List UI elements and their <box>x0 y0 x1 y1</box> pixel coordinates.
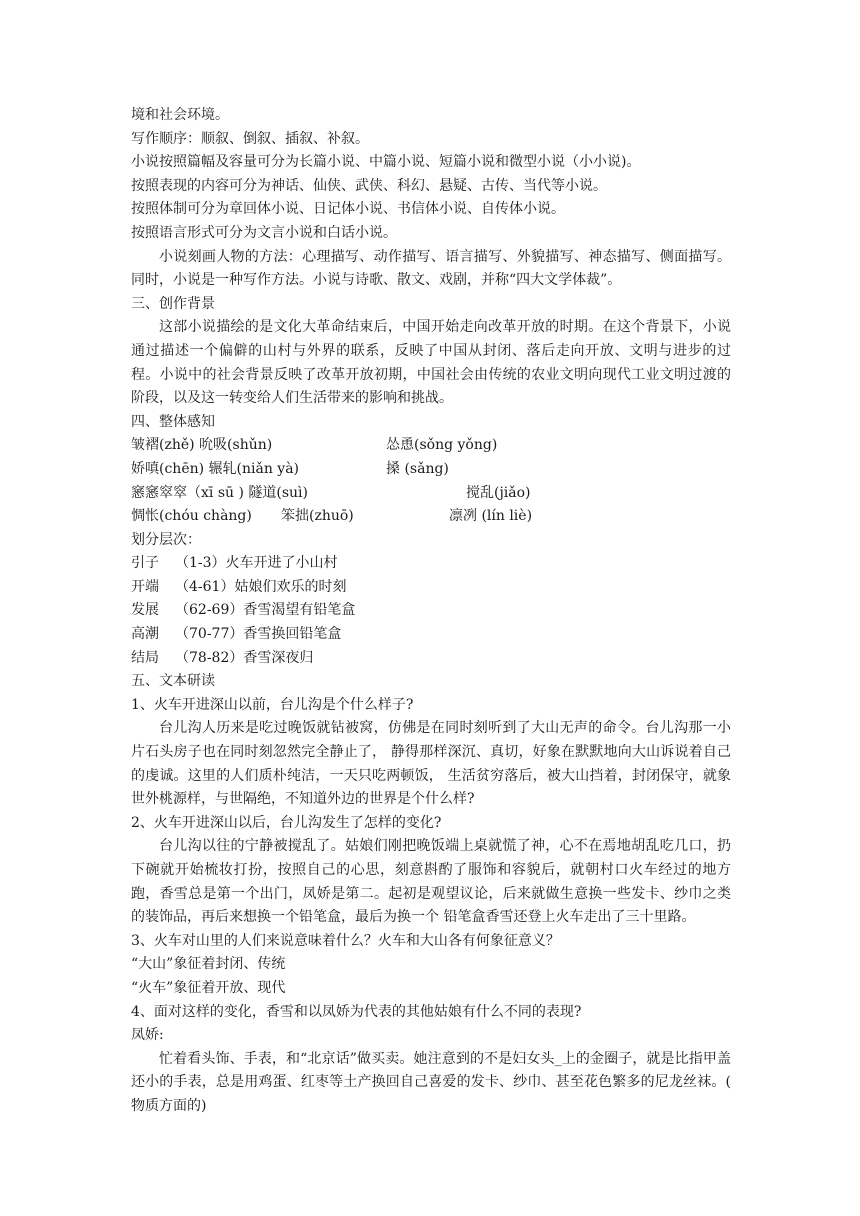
layer-row <box>131 552 731 576</box>
layer-text: 火车开进了小山村 <box>225 555 338 572</box>
layer-text: 姑娘们欢乐的时刻 <box>234 578 347 595</box>
symbol-line: “大山”象征着封闭、传统 <box>131 956 286 973</box>
layer-row <box>131 576 731 600</box>
document-page <box>131 104 731 1119</box>
vocab-item: 娇嗔(chēn) 辗轧(niǎn yà) <box>131 460 300 477</box>
vocab-item: 搡 (sǎng) <box>386 460 449 477</box>
layer-row <box>131 623 731 647</box>
answer-paragraph: 台儿沟人历来是吃过晚饭就钻被窝，仿佛是在同时刻听到了大山无声的命令。台儿沟那一小片石头房子也在同时刻忽然完全静止了， 静得那样深沉、真切，好象在默默地向大山诉说着自己的虔诚。这里的人们质朴纯洁，一天只吃两顿饭， 生活贫穷落后，被大山挡着，封闭保守，就象世外桃源样，与世隔绝，不知道外边的世界是个什么样? <box>131 720 731 808</box>
symbol-line: “火车”象征着开放、现代 <box>131 979 286 996</box>
vocab-item: 笨拙(zhuō) <box>281 508 354 525</box>
vocab-item: 搅乱(jiǎo) <box>466 484 531 501</box>
layer-range: （62-69） <box>175 602 244 619</box>
vocab-row <box>131 482 731 506</box>
text-line: 境和社会环境。 <box>131 107 229 123</box>
layer-text: 香雪深夜归 <box>243 649 314 666</box>
layer-row <box>131 599 731 623</box>
section-heading: 五、文本研读 <box>131 673 215 690</box>
vocab-item: 凛冽 (lín liè) <box>449 508 533 525</box>
section-heading: 三、创作背景 <box>131 295 215 312</box>
text-line: 按照语言形式可分为文言小说和白话小说。 <box>131 224 397 241</box>
layer-text: 香雪换回铅笔盒 <box>243 626 342 643</box>
layer-range: （70-77） <box>175 626 244 643</box>
layer-key: 高潮 <box>131 626 159 643</box>
layer-range: （78-82） <box>175 649 244 666</box>
question: 3、火车对山里的人们来说意味着什么？火车和大山各有何象征意义？ <box>131 932 560 949</box>
vocab-row <box>131 434 731 458</box>
question: 1、火车开进深山以前，台儿沟是个什么样子? <box>131 696 414 713</box>
paragraph-background: 这部小说描绘的是文化大革命结束后，中国开始走向改革开放的时期。在这个背景下，小说通过描述一个偏僻的山村与外界的联系，反映了中国从封闭、落后走向开放、文明与进步的过程。小说中的社会背景反映了改革开放初期，中国社会由传统的农业文明向现代工业文明过渡的阶段，以及这一转变给人们生活带来的影响和挑战。 <box>131 319 731 407</box>
vocab-row <box>131 505 731 529</box>
text-line: 按照表现的内容可分为神话、仙侠、武侠、科幻、悬疑、古传、当代等小说。 <box>131 177 607 194</box>
vocab-item: 怂恿(sǒng yǒng) <box>386 437 498 454</box>
section-heading: 四、整体感知 <box>131 413 215 430</box>
layer-key: 开端 <box>131 578 159 595</box>
vocab-item: 惆怅(chóu chàng) <box>131 508 252 525</box>
layer-range: （1-3） <box>175 555 226 572</box>
paragraph-methods: 小说刻画人物的方法：心理描写、动作描写、语言描写、外貌描写、神态描写、侧面描写。同时，小说是一种写作方法。小说与诗歌、散文、戏剧，并称“四大文学体裁”。 <box>131 248 731 289</box>
text-line: 小说按照篇幅及容量可分为长篇小说、中篇小说、短篇小说和微型小说（小小说)。 <box>131 154 641 171</box>
vocab-item: 皱褶(zhě) 吮吸(shǔn) <box>131 437 273 454</box>
question: 4、面对这样的变化，香雪和以凤娇为代表的其他姑娘有什么不同的表现? <box>131 1003 582 1020</box>
layer-key: 发展 <box>131 602 159 619</box>
layers-title: 划分层次： <box>131 531 201 548</box>
text-line: 按照体制可分为章回体小说、日记体小说、书信体小说、自传体小说。 <box>131 201 565 218</box>
text-line: 写作顺序：顺叙、倒叙、插叙、补叙。 <box>131 130 369 147</box>
answer-paragraph: 台儿沟以往的宁静被搅乱了。姑娘们刚把晚饭端上桌就慌了神，心不在焉地胡乱吃几口，扔下碗就开始梳妆打扮，按照自己的心思，刻意斟酌了服饰和容貌后，就朝村口火车经过的地方跑，香雪总是第一个出门，凤娇是第二。起初是观望议论，后来就做生意换一些发卡、纱巾之类的装饰品，再后来想换一个铅笔盒，最后为换一个 铅笔盒香雪还登上火车走出了三十里路。 <box>131 838 731 926</box>
layer-range: （4-61） <box>175 578 235 595</box>
character-label: 凤娇: <box>131 1027 164 1044</box>
vocab-row <box>131 458 731 482</box>
layer-key: 结局 <box>131 649 159 666</box>
layer-text: 香雪渴望有铅笔盒 <box>243 602 356 619</box>
layer-key: 引子 <box>131 555 159 572</box>
vocab-item: 窸窸窣窣（xī sū ) 隧道(suì) <box>131 484 308 501</box>
answer-paragraph: 忙着看头饰、手表，和“北京话”做买卖。她注意到的不是妇女头_上的金圈子，就是比指甲盖还小的手表，总是用鸡蛋、红枣等土产换回自己喜爱的发卡、纱巾、甚至花色繁多的尼龙丝袜。( 物质方面的) <box>131 1050 731 1114</box>
question: 2、火车开进深山以后，台儿沟发生了怎样的变化? <box>131 814 442 831</box>
layer-row <box>131 647 731 671</box>
